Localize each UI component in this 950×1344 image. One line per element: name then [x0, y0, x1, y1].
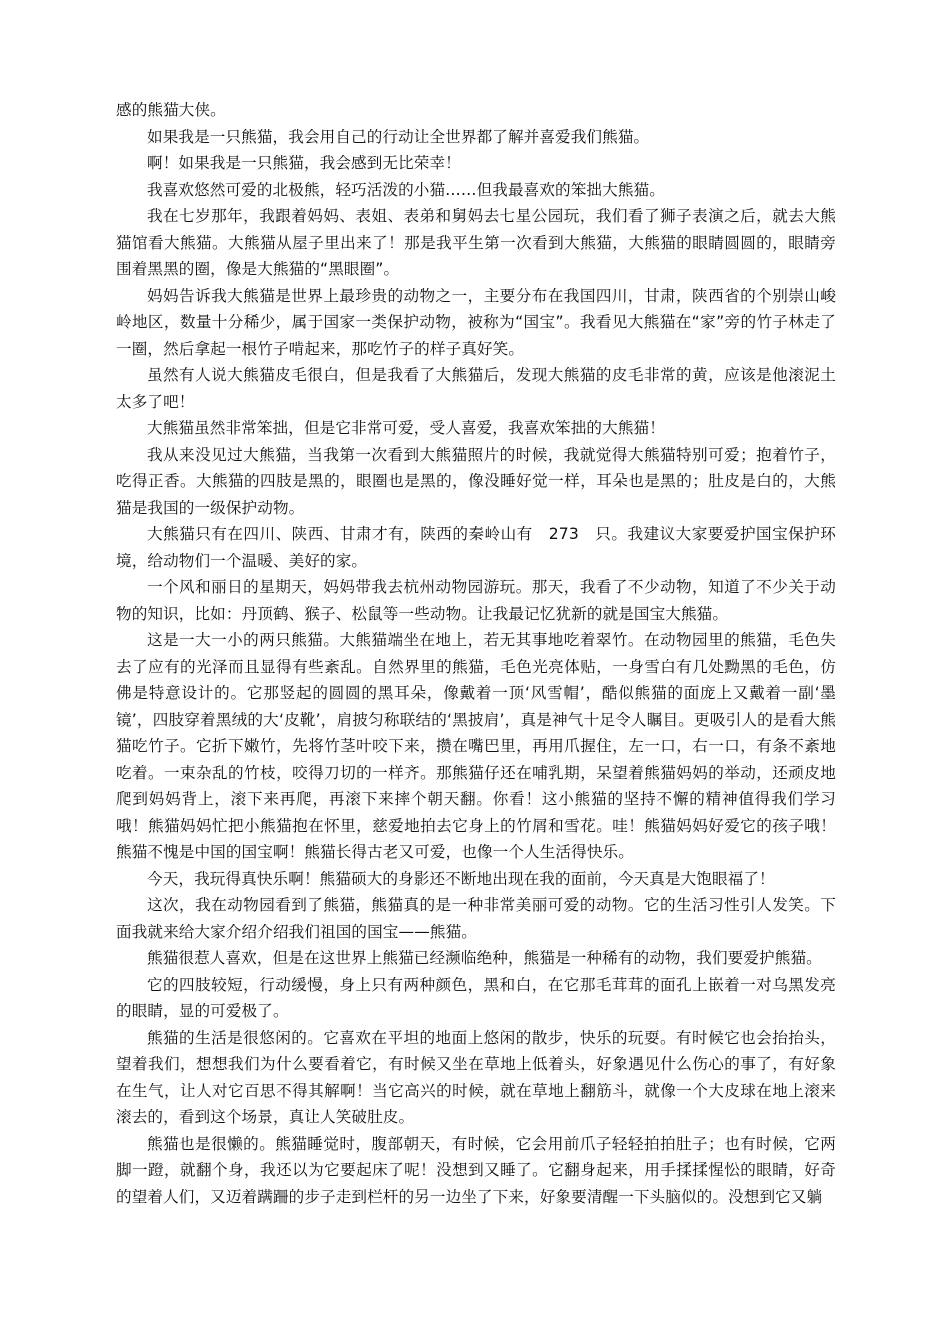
- document-page: [116, 97, 836, 1210]
- paragraph: 我喜欢悠然可爱的北极熊，轻巧活泼的小猫……但我最喜欢的笨拙大熊猫。: [147, 180, 665, 199]
- paragraph: 我在七岁那年，我跟着妈妈、表姐、表弟和舅妈去七星公园玩，我们看了狮子表演之后，就去大熊猫馆看大熊猫。大熊猫从屋子里出来了！那是我平生第一次看到大熊猫，大熊猫的眼睛圆圆的，眼睛旁围着黑黑的圈，像是大熊猫的“黑眼圈”。: [116, 207, 836, 278]
- paragraph: 如果我是一只熊猫，我会用自己的行动让全世界都了解并喜爱我们熊猫。: [147, 127, 650, 146]
- paragraph: 它的四肢较短，行动缓慢，身上只有两种颜色，黑和白，在它那毛茸茸的面孔上嵌着一对乌黑发亮的眼睛，显的可爱极了。: [116, 975, 836, 1020]
- paragraph: 大熊猫虽然非常笨拙，但是它非常可爱，受人喜爱，我喜欢笨拙的大熊猫！: [147, 419, 665, 437]
- paragraph: 虽然有人说大熊猫皮毛很白，但是我看了大熊猫后，发现大熊猫的皮毛非常的黄，应该是他滚泥土太多了吧！: [116, 366, 836, 411]
- paragraph: 大熊猫只有在四川、陕西、甘肃才有，陕西的秦岭山有 273 只。我建议大家要爱护国宝保护环境，给动物们一个温暖、美好的家。: [116, 525, 836, 570]
- paragraph: 熊猫很惹人喜欢，但是在这世界上熊猫已经濒临绝种，熊猫是一种稀有的动物，我们要爱护熊猫。: [147, 949, 822, 967]
- paragraph: 啊！如果我是一只熊猫，我会感到无比荣幸！: [147, 154, 461, 172]
- paragraph: 一个风和丽日的星期天，妈妈带我去杭州动物园游玩。那天，我看了不少动物，知道了不少关于动物的知识，比如：丹顶鹤、猴子、松鼠等一些动物。让我最记忆犹新的就是国宝大熊猫。: [116, 578, 836, 623]
- paragraph: 这是一大一小的两只熊猫。大熊猫端坐在地上，若无其事地吃着翠竹。在动物园里的熊猫，毛色失去了应有的光泽而且显得有些紊乱。自然界里的熊猫，毛色光亮体贴，一身雪白有几处黝黑的毛色，仿佛是特意设计的。它那竖起的圆圆的黑耳朵，像戴着一顶‘风雪帽’，酷似熊猫的面庞上又戴着一副‘墨镜’，四肢穿着黑绒的大‘皮靴’，肩披匀称联结的‘黑披肩’，真是神气十足令人瞩目。更吸引人的是看大熊猫吃竹子。它折下嫩竹，先将竹茎叶咬下来，攒在嘴巴里，再用爪握住，左一口，右一口，有条不紊地吃着。一束杂乱的竹枝，咬得刀切的一样齐。那熊猫仔还在哺乳期，呆望着熊猫妈妈的举动，还顽皮地爬到妈妈背上，滚下来再爬，再滚下来摔个朝天翻。你看！这小熊猫的坚持不懈的精神值得我们学习哦！熊猫妈妈忙把小熊猫抱在怀里，慈爱地拍去它身上的竹屑和雪花。哇！熊猫妈妈好爱它的孩子哦！熊猫不愧是中国的国宝啊！熊猫长得古老又可爱，也像一个人生活得快乐。: [116, 631, 836, 861]
- paragraph: 我从来没见过大熊猫，当我第一次看到大熊猫照片的时候，我就觉得大熊猫特别可爱；抱着竹子，吃得正香。大熊猫的四肢是黑的，眼圈也是黑的，像没睡好觉一样，耳朵也是黑的；肚皮是白的，大熊猫是我国的一级保护动物。: [116, 445, 836, 517]
- paragraph: 妈妈告诉我大熊猫是世界上最珍贵的动物之一，主要分布在我国四川，甘肃，陕西省的个别崇山峻岭地区，数量十分稀少，属于国家一类保护动物，被称为“国宝”。我看见大熊猫在“家”旁的竹子林走了一圈，然后拿起一根竹子啃起来，那吃竹子的样子真好笑。: [116, 286, 836, 358]
- paragraph: 这次，我在动物园看到了熊猫，熊猫真的是一种非常美丽可爱的动物。它的生活习性引人发笑。下面我就来给大家介绍介绍我们祖国的国宝——熊猫。: [116, 896, 836, 941]
- paragraph: 感的熊猫大侠。: [116, 101, 226, 119]
- paragraph: 今天，我玩得真快乐啊！熊猫硕大的身影还不断地出现在我的面前，今天真是大饱眼福了！: [147, 869, 775, 888]
- paragraph: 熊猫也是很懒的。熊猫睡觉时，腹部朝天，有时候，它会用前爪子轻轻拍拍肚子；也有时候，它两脚一蹬，就翻个身，我还以为它要起床了呢！没想到又睡了。它翻身起来，用手揉揉惺忪的眼睛，好奇的望着人们，又迈着蹒跚的步子走到栏杆的另一边坐了下来，好象要清醒一下头脑似的。没想到它又躺: [116, 1134, 836, 1206]
- paragraph: 熊猫的生活是很悠闲的。它喜欢在平坦的地面上悠闲的散步，快乐的玩耍。有时候它也会抬抬头，望着我们，想想我们为什么要看着它，有时候又坐在草地上低着头，好象遇见什么伤心的事了，有好象在生气，让人对它百思不得其解啊！当它高兴的时候，就在草地上翻筋斗，就像一个大皮球在地上滚来滚去的，看到这个场景，真让人笑破肚皮。: [116, 1028, 836, 1126]
